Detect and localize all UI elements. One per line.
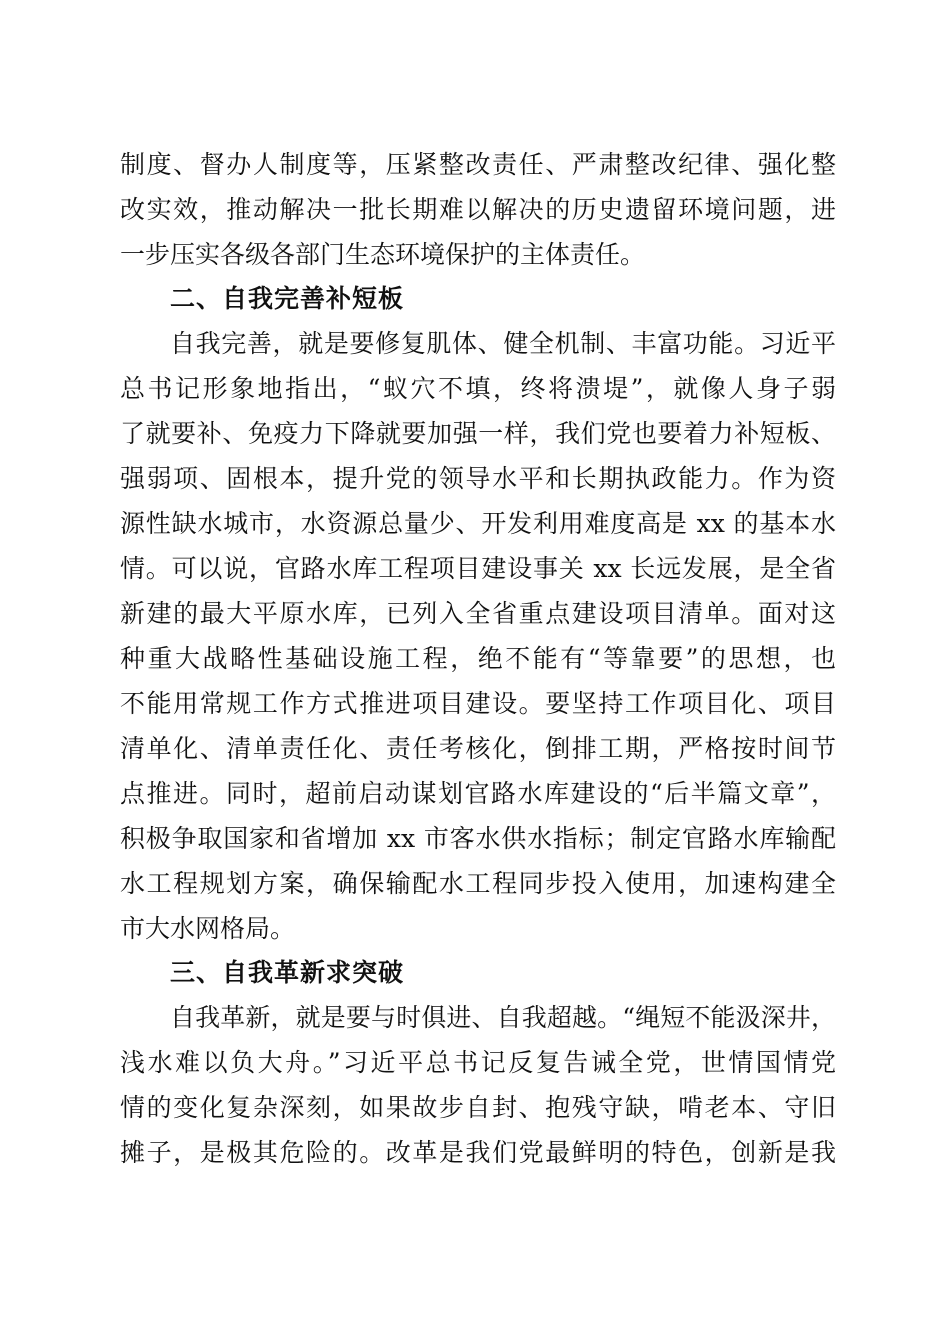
paragraph-line: 了就要补、免疫力下降就要加强一样，我们党也要着力补短板、 [120, 419, 836, 448]
paragraph-line: 不能用常规工作方式推进项目建设。要坚持工作项目化、项目 [120, 689, 836, 718]
paragraph-line: 自我革新，就是要与时俱进、自我超越。“绳短不能汲深井， [170, 1003, 836, 1032]
section-heading: 二、自我完善补短板 [170, 284, 405, 313]
paragraph-line: 自我完善，就是要修复肌体、健全机制、丰富功能。习近平 [170, 329, 836, 358]
paragraph-line: 制度、督办人制度等，压紧整改责任、严肃整改纪律、强化整 [120, 150, 836, 179]
paragraph-line: 种重大战略性基础设施工程，绝不能有“等靠要”的思想，也 [120, 644, 836, 673]
paragraph-line: 点推进。同时，超前启动谋划官路水库建设的“后半篇文章”， [120, 779, 836, 808]
paragraph-line: 总书记形象地指出，“蚁穴不填，终将溃堤”，就像人身子弱 [120, 374, 836, 403]
paragraph-line: 积极争取国家和省增加 xx 市客水供水指标；制定官路水库输配 [120, 824, 836, 853]
paragraph-line: 改实效，推动解决一批长期难以解决的历史遗留环境问题，进 [120, 195, 836, 224]
paragraph-line: 强弱项、固根本，提升党的领导水平和长期执政能力。作为资 [120, 464, 836, 493]
paragraph-line: 市大水网格局。 [120, 914, 296, 943]
paragraph-line: 水工程规划方案，确保输配水工程同步投入使用，加速构建全 [120, 869, 836, 898]
paragraph-line: 情。可以说，官路水库工程项目建设事关 xx 长远发展，是全省 [120, 554, 836, 583]
paragraph-line: 摊子，是极其危险的。改革是我们党最鲜明的特色，创新是我 [120, 1138, 836, 1167]
paragraph-line: 情的变化复杂深刻，如果故步自封、抱残守缺，啃老本、守旧 [120, 1093, 836, 1122]
paragraph-line: 新建的最大平原水库，已列入全省重点建设项目清单。面对这 [120, 599, 836, 628]
paragraph-line: 清单化、清单责任化、责任考核化，倒排工期，严格按时间节 [120, 734, 836, 763]
paragraph-line: 浅水难以负大舟。”习近平总书记反复告诫全党，世情国情党 [120, 1048, 836, 1077]
section-heading: 三、自我革新求突破 [170, 958, 405, 987]
paragraph-line: 源性缺水城市，水资源总量少、开发利用难度高是 xx 的基本水 [120, 509, 836, 538]
paragraph-line: 一步压实各级各部门生态环境保护的主体责任。 [120, 240, 646, 269]
